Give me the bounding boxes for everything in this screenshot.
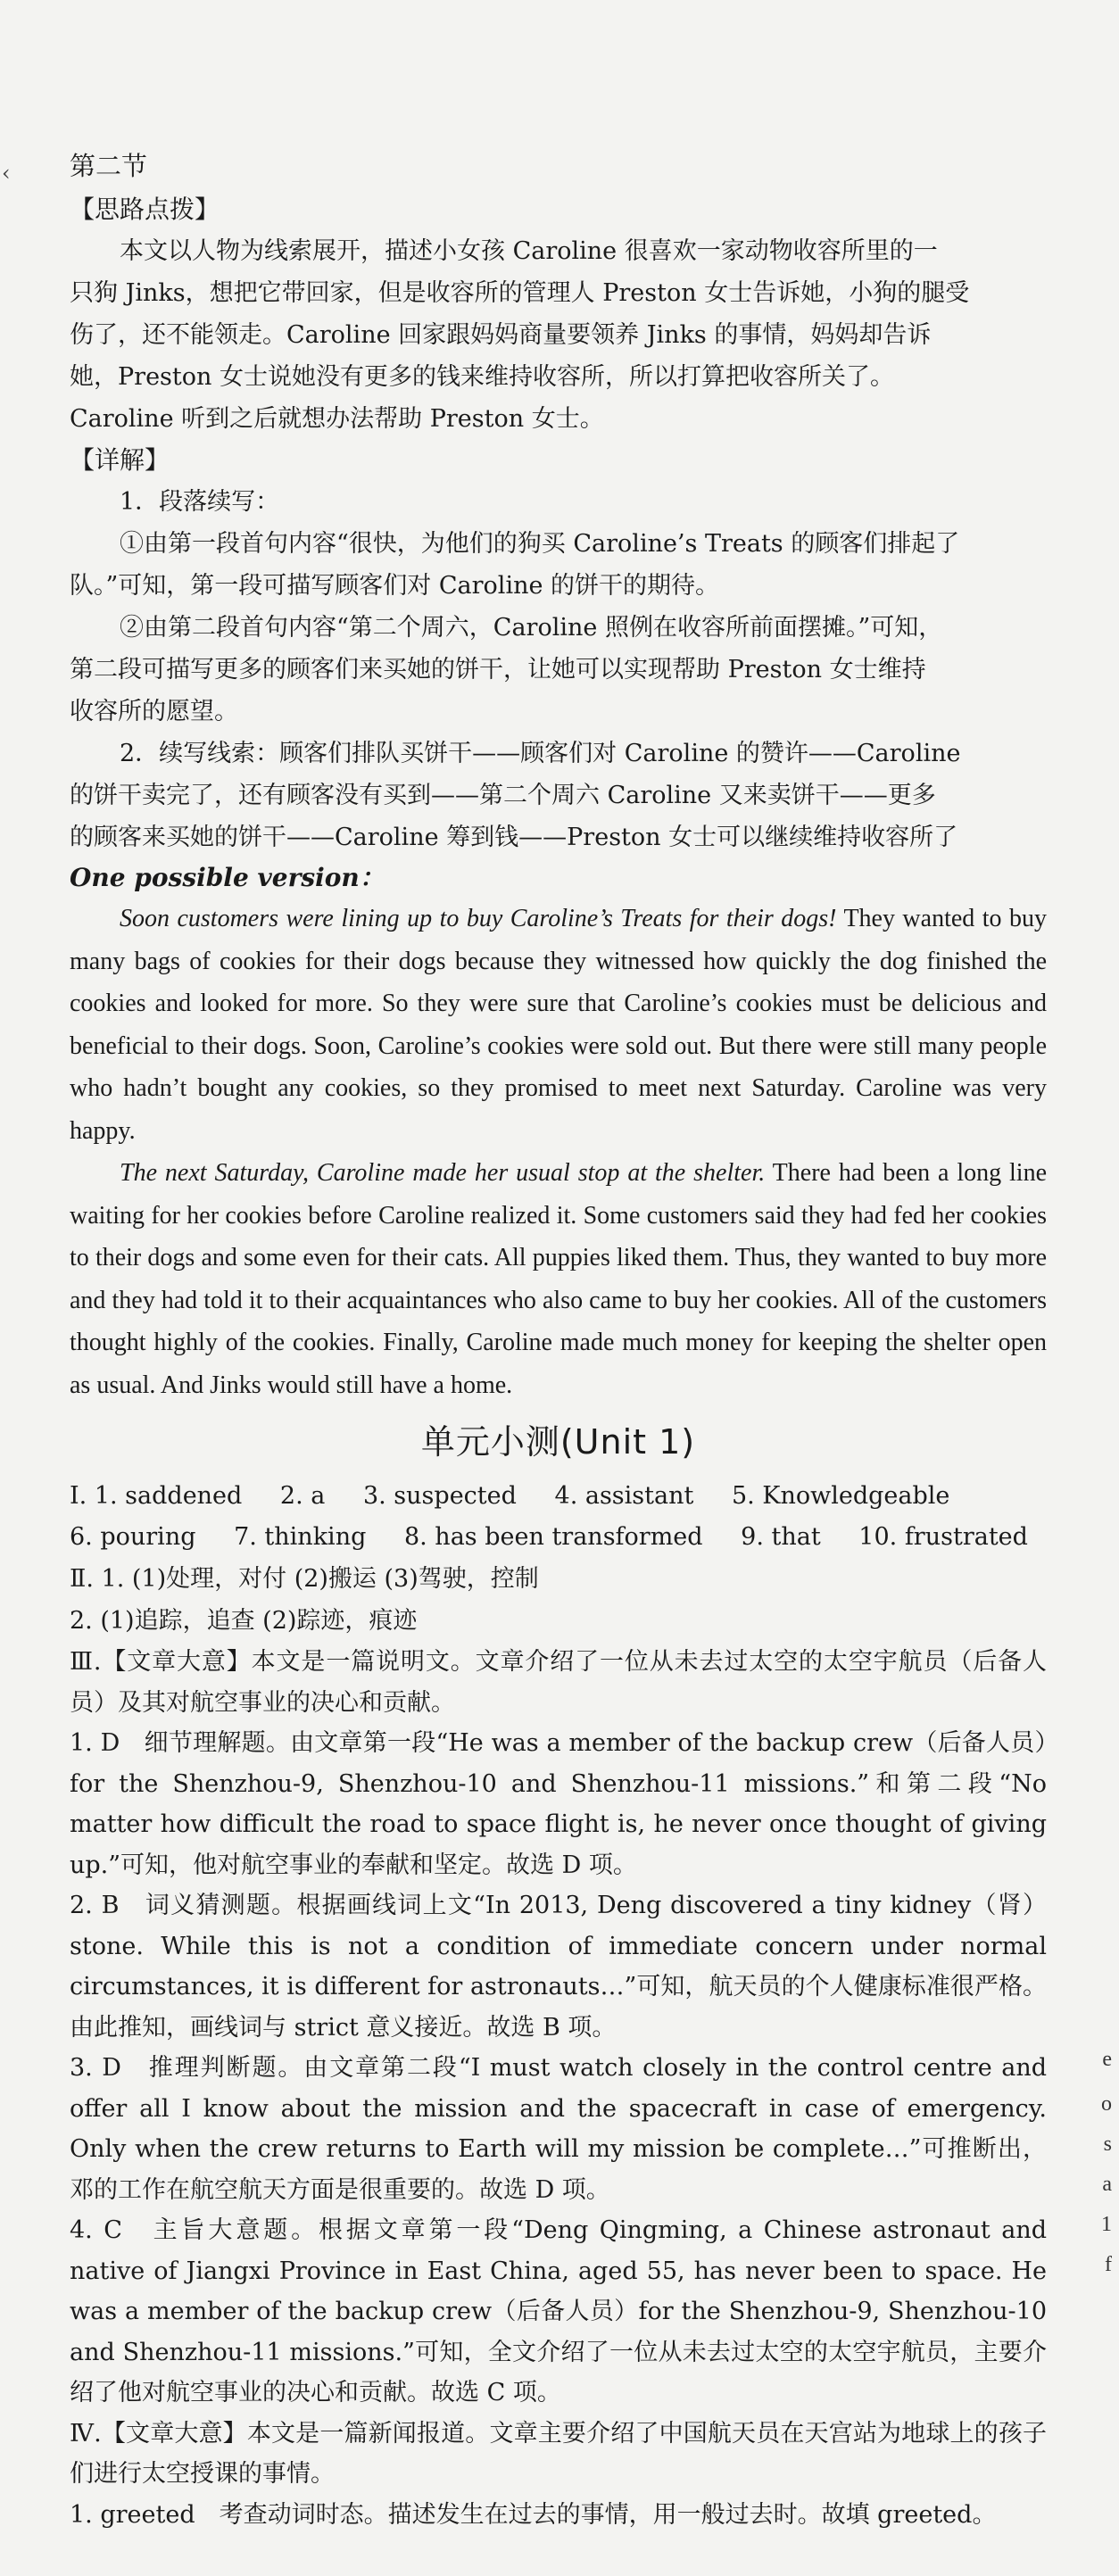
detail-text: [70, 481, 1047, 858]
explanation-paragraph: 2. B 词义猜测题。根据画线词上文“In 2013, Deng discovered a tiny kidney（肾）stone. While this is not a condition of immediate concern under normal circumstances, it is different for astronauts…”可知，航天员的个人健康标准很严格。由此推知，画线词与 strict 意义接近。故选 B 项。: [70, 1892, 1047, 2042]
answer-item: 3. suspected: [362, 1482, 517, 1510]
unit-test-title: 单元小测(Unit 1): [420, 1422, 696, 1462]
detail-line: 的饼干卖完了，还有顾客没有买到——第二个周六 Caroline 又来卖饼干——更多: [70, 782, 936, 809]
explanation-paragraph: 1. D 细节理解题。由文章第一段“He was a member of the backup crew（后备人员）for the Shenzhou-9, Shenzhou-10 and Shenzhou-11 missions.”和第二段“No matter how difficult the road to space flight is, he never once thought of giving up.”可知，他对航空事业的奉献和坚定。故选 D 项。: [70, 1729, 1047, 1879]
answer-item: 9. that: [741, 1523, 821, 1551]
right-margin-mark: 1: [1101, 2213, 1112, 2236]
answer-item: 7. thinking: [234, 1523, 367, 1551]
detail-line: ②由第二段首句内容“第二个周六，Caroline 照例在收容所前面摆摊。”可知，: [120, 614, 943, 642]
detail-line: 收容所的愿望。: [70, 698, 238, 725]
hint-line: 只狗 Jinks，想把它带回家，但是收容所的管理人 Preston 女士告诉她，小狗的腿受: [70, 279, 970, 307]
detail-line: 2．续写线索：顾客们排队买饼干——顾客们对 Caroline 的赞许——Caroline: [120, 740, 961, 767]
section-heading: 第二节: [70, 151, 148, 181]
answer-column: [70, 143, 1047, 2535]
explanation-paragraph: 1. greeted 考查动词时态。描述发生在过去的事情，用一般过去时。故填 greeted。: [70, 2500, 997, 2529]
essay-lead-sentence: The next Saturday, Caroline made her usual stop at the shelter.: [120, 1159, 766, 1187]
right-margin-mark: a: [1102, 2173, 1112, 2196]
detail-line: 1．段落续写：: [120, 488, 280, 516]
essay-body: They wanted to buy many bags of cookies for their dogs because they witnessed how quickly the dog finished the cookies and looked for more. So they were sure that Caroline’s cookies must be delicious and beneficial to their dogs. Soon, Caroline’s cookies were sold out. But there were still many people who hadn’t bought any cookies, so they promised to meet next Saturday. Caroline was very happy.: [70, 905, 1047, 1145]
answer-item: 6. pouring: [70, 1523, 196, 1551]
hint-line: Caroline 听到之后就想办法帮助 Preston 女士。: [70, 405, 604, 433]
detail-line: ①由第一段首句内容“很快，为他们的狗买 Caroline’s Treats 的顾客们排起了: [120, 530, 960, 558]
answer-item: 4. assistant: [554, 1482, 694, 1510]
explanation-paragraph: Ⅳ.【文章大意】本文是一篇新闻报道。文章主要介绍了中国航天员在天宫站为地球上的孩子们进行太空授课的事情。: [70, 2419, 1047, 2488]
hint-line: 本文以人物为线索展开，描述小女孩 Caroline 很喜欢一家动物收容所里的一: [120, 237, 938, 265]
part1-answers-row: [70, 1517, 1047, 1558]
answer-item: 5. Knowledgeable: [731, 1482, 950, 1510]
right-margin-mark: s: [1103, 2133, 1112, 2156]
essay-paragraph: [70, 1152, 1047, 1406]
detail-label: 【详解】: [70, 445, 170, 475]
right-margin-mark: e: [1102, 2048, 1112, 2071]
explanation-paragraph: Ⅲ.【文章大意】本文是一篇说明文。文章介绍了一位从未去过太空的太空宇航员（后备人员）及其对航空事业的决心和贡献。: [70, 1648, 1047, 1717]
answer-item: 10. frustrated: [858, 1523, 1028, 1551]
right-margin-mark: o: [1101, 2092, 1112, 2116]
part2-answers: 2. (1)追踪，追查 (2)踪迹，痕迹: [70, 1607, 418, 1635]
sample-essay: [70, 898, 1047, 1406]
hint-line: 伤了，还不能领走。Caroline 回家跟妈妈商量要领养 Jinks 的事情，妈妈却告诉: [70, 321, 932, 349]
part1-answers-row: [70, 1476, 1047, 1517]
answer-item: Ⅰ. 1. saddened: [70, 1482, 243, 1510]
detail-line: 队。”可知，第一段可描写顾客们对 Caroline 的饼干的期待。: [70, 572, 720, 600]
right-margin-mark: f: [1105, 2253, 1112, 2276]
explanation-paragraph: 3. D 推理判断题。由文章第二段“I must watch closely in the control centre and offer all I know about the mission and the spacecraft in case of emergency. Only when the crew returns to Earth will my mission be complete…”可推断出，邓的工作在航空航天方面是很重要的。故选 D 项。: [70, 2054, 1047, 2204]
detail-line: 第二段可描写更多的顾客们来买她的饼干，让她可以实现帮助 Preston 女士维持: [70, 656, 926, 683]
detail-line: 的顾客来买她的饼干——Caroline 筹到钱——Preston 女士可以继续维持收容所了: [70, 824, 958, 851]
version-label: One possible version：: [70, 863, 385, 892]
hint-line: 她，Preston 女士说她没有更多的钱来维持收容所，所以打算把收容所关了。: [70, 363, 894, 391]
answer-item: 2. a: [279, 1482, 326, 1510]
essay-lead-sentence: Soon customers were lining up to buy Caroline’s Treats for their dogs!: [120, 905, 837, 932]
part3-explanations: [70, 1642, 1047, 2535]
hint-text: [70, 230, 1047, 440]
essay-paragraph: [70, 898, 1047, 1152]
part2-answers: Ⅱ. 1. (1)处理，对付 (2)搬运 (3)驾驶，控制: [70, 1565, 539, 1593]
answer-item: 8. has been transformed: [403, 1523, 703, 1551]
essay-body: There had been a long line waiting for her cookies before Caroline realized it. Some customers said they had fed her cookies to their dogs and some even for their cats. All puppies liked them. Thus, they wanted to buy more and they had told it to their acquaintances who also came to buy her cookies. All of the customers thought highly of the cookies. Finally, Caroline made much money for keeping the shelter open as usual. And Jinks would still have a home.: [70, 1159, 1048, 1399]
explanation-paragraph: 4. C 主旨大意题。根据文章第一段“Deng Qingming, a Chinese astronaut and native of Jiangxi Province in East China, aged 55, has never been to space. He was a member of the backup crew（后备人员）for the Shenzhou-9, Shenzhou-10 and Shenzhou-11 missions.”可知，全文介绍了一位从未去过太空的太空宇航员，主要介绍了他对航空事业的决心和贡献。故选 C 项。: [70, 2216, 1047, 2406]
hint-label: 【思路点拨】: [70, 195, 220, 224]
left-margin-mark: ‹: [2, 161, 11, 186]
